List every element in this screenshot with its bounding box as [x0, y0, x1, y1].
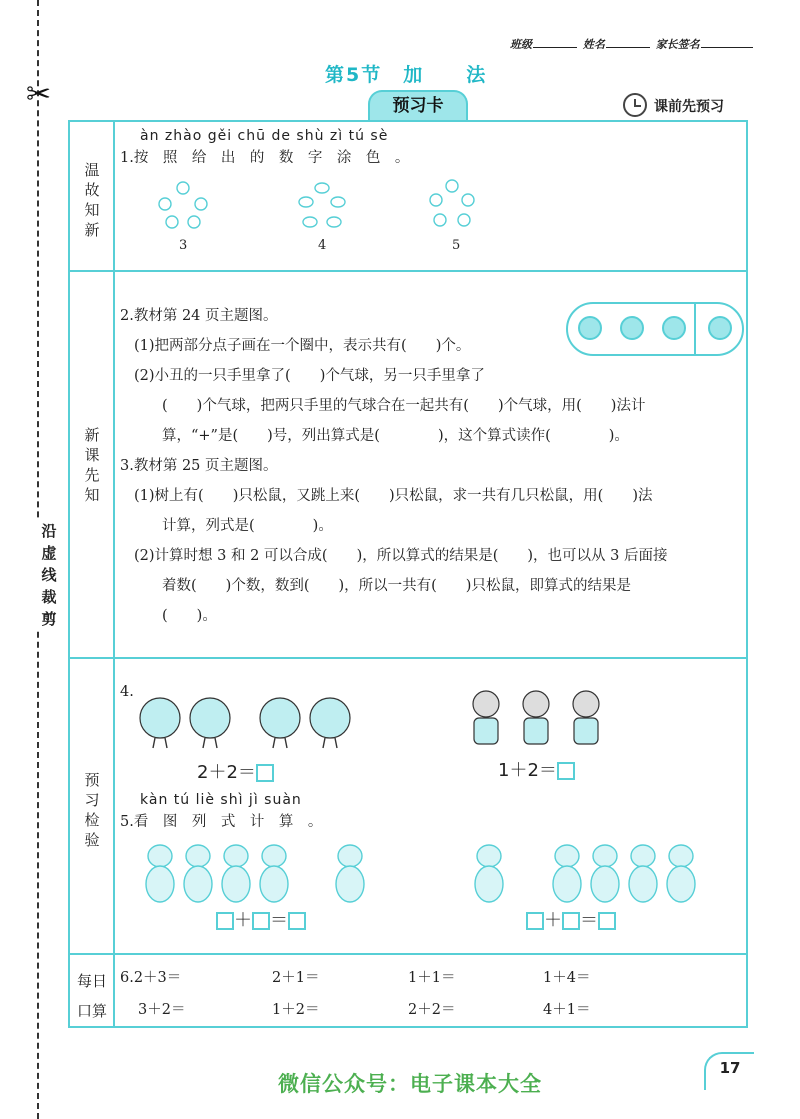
q2-line: 算，“+”是( )号，列出算式是( )，这个算式读作( )。: [162, 428, 629, 444]
answer-box[interactable]: [288, 912, 306, 930]
parent-label: 家长签名: [655, 38, 700, 51]
label-char: 检: [84, 811, 100, 829]
scissors-icon: ✂: [26, 77, 52, 112]
answer-box[interactable]: [562, 912, 580, 930]
dot: [620, 316, 644, 340]
shell-group-icon: [299, 183, 345, 227]
dot: [708, 316, 732, 340]
q4-eq-text: 1＋2＝: [498, 760, 557, 781]
row-divider: [68, 270, 748, 272]
clock-icon: [623, 93, 647, 117]
calc-item: 6.2＋3＝: [120, 970, 182, 986]
column-divider: [113, 120, 115, 1028]
label-char: 先: [84, 466, 100, 484]
cut-char: 裁: [41, 588, 57, 606]
cut-char: 线: [41, 566, 57, 584]
dot: [662, 316, 686, 340]
q2-line: ( )个气球，把两只手里的气球合在一起共有( )个气球，用( )法计: [162, 398, 646, 414]
label-char: 知: [84, 201, 100, 219]
q1-text: 1.按 照 给 出 的 数 字 涂 色 。: [120, 150, 410, 166]
label-char: 验: [84, 831, 100, 849]
q1-number: 3: [179, 238, 188, 253]
class-blank[interactable]: [533, 47, 577, 48]
label-char: 新: [84, 426, 100, 444]
q3-line: ( )。: [162, 608, 217, 624]
page-number: 17: [719, 1059, 741, 1077]
divider: [694, 304, 696, 354]
calc-item: 1＋2＝: [272, 1002, 320, 1018]
label-char: 温: [84, 161, 100, 179]
calc-item: 1＋4＝: [543, 970, 591, 986]
preview-label: 课前先预习: [654, 99, 724, 115]
q3-line: (2)计算时想 3 和 2 可以合成( )，所以算式的结果是( )，也可以从 3 后面接: [134, 548, 668, 564]
cats-right-figure: [455, 842, 705, 906]
cut-char: 沿: [41, 522, 57, 540]
q1-figures: [150, 178, 480, 236]
calc-item: 3＋2＝: [138, 1002, 186, 1018]
row-divider: [68, 953, 748, 955]
children-figure: [458, 684, 618, 748]
cut-char: 剪: [41, 610, 57, 628]
footer-text: 微信公众号：电子课本大全: [278, 1072, 542, 1096]
q2-line: (1)把两部分点子画在一个圈中，表示共有( )个。: [134, 338, 471, 354]
dot: [578, 316, 602, 340]
answer-box[interactable]: [526, 912, 544, 930]
label-char: 知: [84, 486, 100, 504]
q2-title: 2.教材第 24 页主题图。: [120, 308, 278, 324]
calc-item: 2＋1＝: [272, 970, 320, 986]
q4-equation: [197, 758, 274, 784]
student-info: [510, 36, 755, 52]
dots-circle-figure: [566, 302, 744, 356]
chicks-figure: [135, 688, 355, 752]
cats-left-figure: [138, 842, 388, 906]
answer-box[interactable]: [252, 912, 270, 930]
class-label: 班级: [510, 38, 532, 51]
cut-instruction: [37, 520, 61, 630]
q4-eq-text: 2＋2＝: [197, 762, 256, 783]
name-blank[interactable]: [606, 47, 650, 48]
section-daily-label: [72, 966, 112, 1026]
label-line: 每日: [76, 972, 107, 990]
answer-box[interactable]: [256, 764, 274, 782]
equals-sign: ＝: [580, 910, 598, 931]
section-new-label: [72, 425, 112, 505]
tomato-group-icon: [430, 180, 474, 226]
q3-line: 着数( )个数，数到( )，所以一共有( )只松鼠，即算式的结果是: [162, 578, 631, 594]
q5-equation: [526, 906, 616, 932]
parent-blank[interactable]: [701, 47, 753, 48]
q3-title: 3.教材第 25 页主题图。: [120, 458, 278, 474]
section-review-label: [72, 160, 112, 240]
plus-sign: ＋: [234, 910, 252, 931]
section-title: 第5节 加 法: [325, 64, 488, 86]
q4-equation: [498, 756, 575, 782]
q1-pinyin: àn zhào gěi chū de shù zì tú sè: [140, 128, 389, 144]
q5-equation: [216, 906, 306, 932]
q5-pinyin: kàn tú liè shì jì suàn: [140, 792, 302, 808]
section-check-label: [72, 770, 112, 850]
q2-line: (2)小丑的一只手里拿了( )个气球，另一只手里拿了: [134, 368, 485, 384]
label-char: 故: [84, 181, 100, 199]
card-title: 预习卡: [368, 90, 468, 120]
equals-sign: ＝: [270, 910, 288, 931]
q3-line: 计算，列式是( )。: [162, 518, 333, 534]
calc-item: 1＋1＝: [408, 970, 456, 986]
answer-box[interactable]: [216, 912, 234, 930]
q1-number: 4: [318, 238, 327, 253]
answer-box[interactable]: [557, 762, 575, 780]
label-line: 口算: [76, 1002, 107, 1020]
q1-number: 5: [452, 238, 461, 253]
label-char: 新: [84, 221, 100, 239]
answer-box[interactable]: [598, 912, 616, 930]
row-divider: [68, 657, 748, 659]
label-char: 习: [84, 791, 100, 809]
label-char: 课: [84, 446, 100, 464]
acorn-group-icon: [159, 182, 207, 228]
q4-label: 4.: [120, 684, 134, 700]
q3-line: (1)树上有( )只松鼠，又跳上来( )只松鼠，求一共有几只松鼠，用( )法: [134, 488, 653, 504]
calc-item: 4＋1＝: [543, 1002, 591, 1018]
cut-char: 虚: [41, 544, 57, 562]
label-char: 预: [84, 771, 100, 789]
name-label: 姓名: [582, 38, 605, 51]
calc-item: 2＋2＝: [408, 1002, 456, 1018]
q5-text: 5.看 图 列 式 计 算 。: [120, 814, 323, 830]
plus-sign: ＋: [544, 910, 562, 931]
